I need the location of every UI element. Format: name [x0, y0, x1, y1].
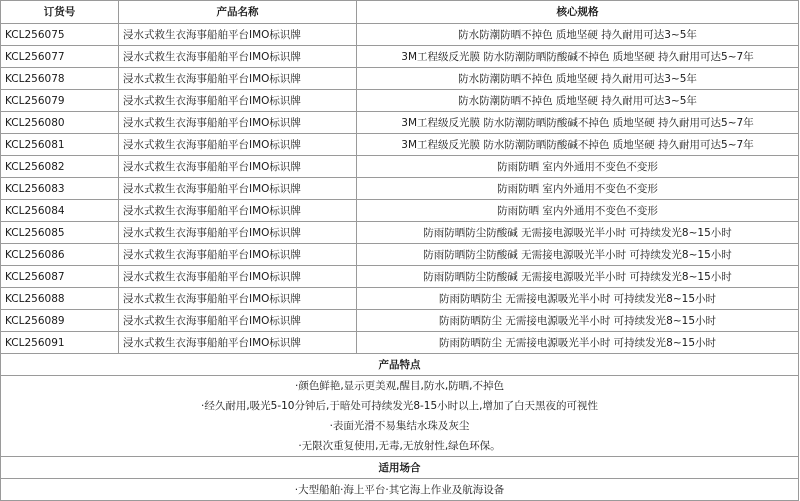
product-name-cell: 浸水式救生衣海事船舶平台IMO标识牌 [119, 156, 357, 178]
feature-item: ·无限次重复使用,无毒,无放射性,绿色环保。 [298, 440, 501, 452]
table-row [1, 244, 799, 266]
order-number-cell: KCL256085 [1, 222, 119, 244]
table-row [1, 46, 799, 68]
features-title: 产品特点 [1, 354, 799, 376]
core-spec-cell: 3M工程级反光膜 防水防潮防晒防酸碱不掉色 质地坚硬 持久耐用可达5~7年 [357, 134, 799, 156]
table-row [1, 266, 799, 288]
core-spec-cell: 防雨防晒防尘 无需接电源吸光半小时 可持续发光8~15小时 [357, 288, 799, 310]
core-spec-cell: 防雨防晒 室内外通用不变色不变形 [357, 156, 799, 178]
usage-title: 适用场合 [1, 457, 799, 479]
core-spec-cell: 防雨防晒防尘防酸碱 无需接电源吸光半小时 可持续发光8~15小时 [357, 244, 799, 266]
core-spec-cell: 防雨防晒 室内外通用不变色不变形 [357, 200, 799, 222]
order-number-cell: KCL256089 [1, 310, 119, 332]
product-name-cell: 浸水式救生衣海事船舶平台IMO标识牌 [119, 332, 357, 354]
order-number-cell: KCL256078 [1, 68, 119, 90]
table-header-row [1, 1, 799, 24]
core-spec-cell: 防雨防晒防尘 无需接电源吸光半小时 可持续发光8~15小时 [357, 310, 799, 332]
table-row [1, 310, 799, 332]
product-name-cell: 浸水式救生衣海事船舶平台IMO标识牌 [119, 134, 357, 156]
order-number-cell: KCL256075 [1, 24, 119, 46]
usage-row [1, 479, 799, 501]
usage-text: ·大型船舶·海上平台·其它海上作业及航海设备 [1, 479, 799, 501]
order-number-cell: KCL256081 [1, 134, 119, 156]
table-row [1, 200, 799, 222]
feature-item: ·经久耐用,吸光5-10分钟后,于暗处可持续发光8-15小时以上,增加了白天黑夜的可视性 [200, 400, 598, 412]
core-spec-cell: 防雨防晒防尘防酸碱 无需接电源吸光半小时 可持续发光8~15小时 [357, 222, 799, 244]
core-spec-cell: 防雨防晒防尘 无需接电源吸光半小时 可持续发光8~15小时 [357, 332, 799, 354]
core-spec-cell: 防水防潮防晒不掉色 质地坚硬 持久耐用可达3~5年 [357, 68, 799, 90]
order-number-cell: KCL256084 [1, 200, 119, 222]
product-name-cell: 浸水式救生衣海事船舶平台IMO标识牌 [119, 178, 357, 200]
features-row [1, 376, 799, 457]
table-row [1, 222, 799, 244]
product-name-cell: 浸水式救生衣海事船舶平台IMO标识牌 [119, 266, 357, 288]
order-number-cell: KCL256088 [1, 288, 119, 310]
table-row [1, 90, 799, 112]
product-name-cell: 浸水式救生衣海事船舶平台IMO标识牌 [119, 244, 357, 266]
order-number-cell: KCL256087 [1, 266, 119, 288]
header-core-spec: 核心规格 [357, 1, 799, 24]
product-name-cell: 浸水式救生衣海事船舶平台IMO标识牌 [119, 68, 357, 90]
product-name-cell: 浸水式救生衣海事船舶平台IMO标识牌 [119, 90, 357, 112]
table-row [1, 134, 799, 156]
core-spec-cell: 3M工程级反光膜 防水防潮防晒防酸碱不掉色 质地坚硬 持久耐用可达5~7年 [357, 112, 799, 134]
core-spec-cell: 防水防潮防晒不掉色 质地坚硬 持久耐用可达3~5年 [357, 24, 799, 46]
product-name-cell: 浸水式救生衣海事船舶平台IMO标识牌 [119, 288, 357, 310]
feature-item: ·表面光滑不易集结水珠及灰尘 [329, 420, 470, 432]
order-number-cell: KCL256091 [1, 332, 119, 354]
table-body [1, 24, 799, 354]
product-name-cell: 浸水式救生衣海事船舶平台IMO标识牌 [119, 222, 357, 244]
header-product-name: 产品名称 [119, 1, 357, 24]
core-spec-cell: 防水防潮防晒不掉色 质地坚硬 持久耐用可达3~5年 [357, 90, 799, 112]
core-spec-cell: 3M工程级反光膜 防水防潮防晒防酸碱不掉色 质地坚硬 持久耐用可达5~7年 [357, 46, 799, 68]
core-spec-cell: 防雨防晒防尘防酸碱 无需接电源吸光半小时 可持续发光8~15小时 [357, 266, 799, 288]
product-name-cell: 浸水式救生衣海事船舶平台IMO标识牌 [119, 46, 357, 68]
order-number-cell: KCL256086 [1, 244, 119, 266]
product-name-cell: 浸水式救生衣海事船舶平台IMO标识牌 [119, 112, 357, 134]
product-name-cell: 浸水式救生衣海事船舶平台IMO标识牌 [119, 24, 357, 46]
table-row [1, 112, 799, 134]
features-title-row [1, 354, 799, 376]
header-order-number: 订货号 [1, 1, 119, 24]
table-row [1, 24, 799, 46]
core-spec-cell: 防雨防晒 室内外通用不变色不变形 [357, 178, 799, 200]
table-row [1, 68, 799, 90]
product-name-cell: 浸水式救生衣海事船舶平台IMO标识牌 [119, 200, 357, 222]
order-number-cell: KCL256077 [1, 46, 119, 68]
order-number-cell: KCL256083 [1, 178, 119, 200]
product-name-cell: 浸水式救生衣海事船舶平台IMO标识牌 [119, 310, 357, 332]
order-number-cell: KCL256079 [1, 90, 119, 112]
usage-title-row [1, 457, 799, 479]
table-row [1, 156, 799, 178]
order-number-cell: KCL256082 [1, 156, 119, 178]
order-number-cell: KCL256080 [1, 112, 119, 134]
table-row [1, 288, 799, 310]
feature-item: ·颜色鲜艳,显示更美观,醒目,防水,防晒,不掉色 [294, 380, 505, 392]
features-list [1, 376, 799, 457]
table-row [1, 332, 799, 354]
table-row [1, 178, 799, 200]
